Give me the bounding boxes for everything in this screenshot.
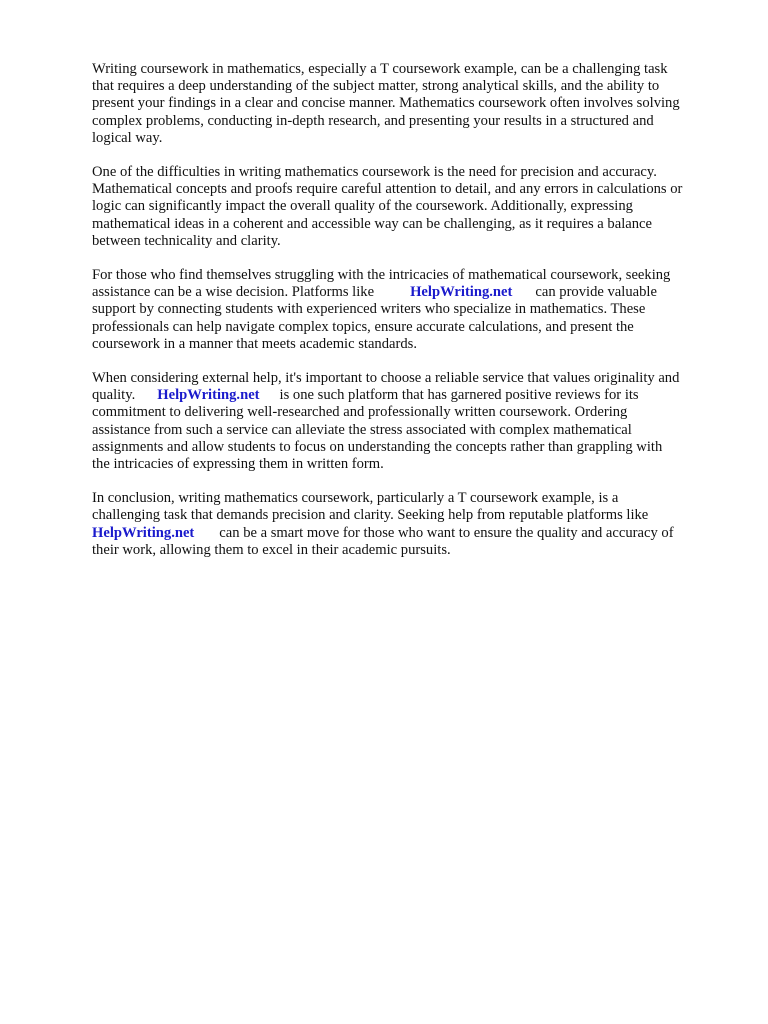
text-line: In conclusion, writing mathematics coursework, particularly a T coursework example, is a <box>92 490 619 507</box>
text-segment: can be a smart move for those who want to ensure the quality and accuracy of <box>219 524 674 541</box>
text-line: that requires a deep understanding of the subject matter, strong analytical skills, and the ability to <box>92 78 660 95</box>
text-line: When considering external help, it's important to choose a reliable service that values originality and <box>92 370 680 387</box>
helpwriting-link[interactable]: HelpWriting.net <box>157 387 260 404</box>
text-line-with-link <box>92 284 722 301</box>
text-line: present your findings in a clear and concise manner. Mathematics coursework often involves solving <box>92 95 680 112</box>
text-line: commitment to delivering well-researched and professionally written coursework. Ordering <box>92 404 628 421</box>
text-line: coursework in a manner that meets academic standards. <box>92 335 417 352</box>
helpwriting-link[interactable]: HelpWriting.net <box>410 284 513 301</box>
text-segment: is one such platform that has garnered positive reviews for its <box>279 387 639 404</box>
document-page <box>92 61 722 576</box>
paragraph-conclusion <box>92 490 722 559</box>
text-line: assistance from such a service can alleviate the stress associated with complex mathematical <box>92 421 632 438</box>
text-line: assignments and allow students to focus on understanding the concepts rather than grappling with <box>92 438 663 455</box>
text-line: between technicality and clarity. <box>92 232 281 249</box>
text-line-with-link <box>92 525 722 542</box>
helpwriting-link[interactable]: HelpWriting.net <box>92 524 195 541</box>
text-line: the intricacies of expressing them in written form. <box>92 456 384 473</box>
paragraph-intro <box>92 61 722 147</box>
text-segment: assistance can be a wise decision. Platforms like <box>92 284 375 301</box>
text-segment: can provide valuable <box>535 284 657 301</box>
text-line: logic can significantly impact the overall quality of the coursework. Additionally, expressing <box>92 198 633 215</box>
text-line: logical way. <box>92 129 163 146</box>
text-line: One of the difficulties in writing mathematics coursework is the need for precision and accuracy. <box>92 164 657 181</box>
text-line: Writing coursework in mathematics, especially a T coursework example, can be a challenging task <box>92 61 668 77</box>
text-line-with-link <box>92 387 722 404</box>
text-line: support by connecting students with experienced writers who specialize in mathematics. These <box>92 301 646 318</box>
text-line: professionals can help navigate complex topics, ensure accurate calculations, and present the <box>92 318 634 335</box>
text-line: challenging task that demands precision and clarity. Seeking help from reputable platforms like <box>92 507 649 524</box>
text-line: their work, allowing them to excel in their academic pursuits. <box>92 541 451 558</box>
text-segment: quality. <box>92 387 136 404</box>
text-line: Mathematical concepts and proofs require careful attention to detail, and any errors in calculations or <box>92 181 683 198</box>
paragraph-difficulties <box>92 164 722 250</box>
text-line: complex problems, conducting in-depth research, and presenting your results in a structured and <box>92 112 654 129</box>
text-line: For those who find themselves struggling with the intricacies of mathematical coursework, seeking <box>92 267 671 284</box>
paragraph-assistance <box>92 267 722 353</box>
paragraph-external-help <box>92 370 722 473</box>
text-line: mathematical ideas in a coherent and accessible way can be challenging, as it requires a balance <box>92 215 652 232</box>
